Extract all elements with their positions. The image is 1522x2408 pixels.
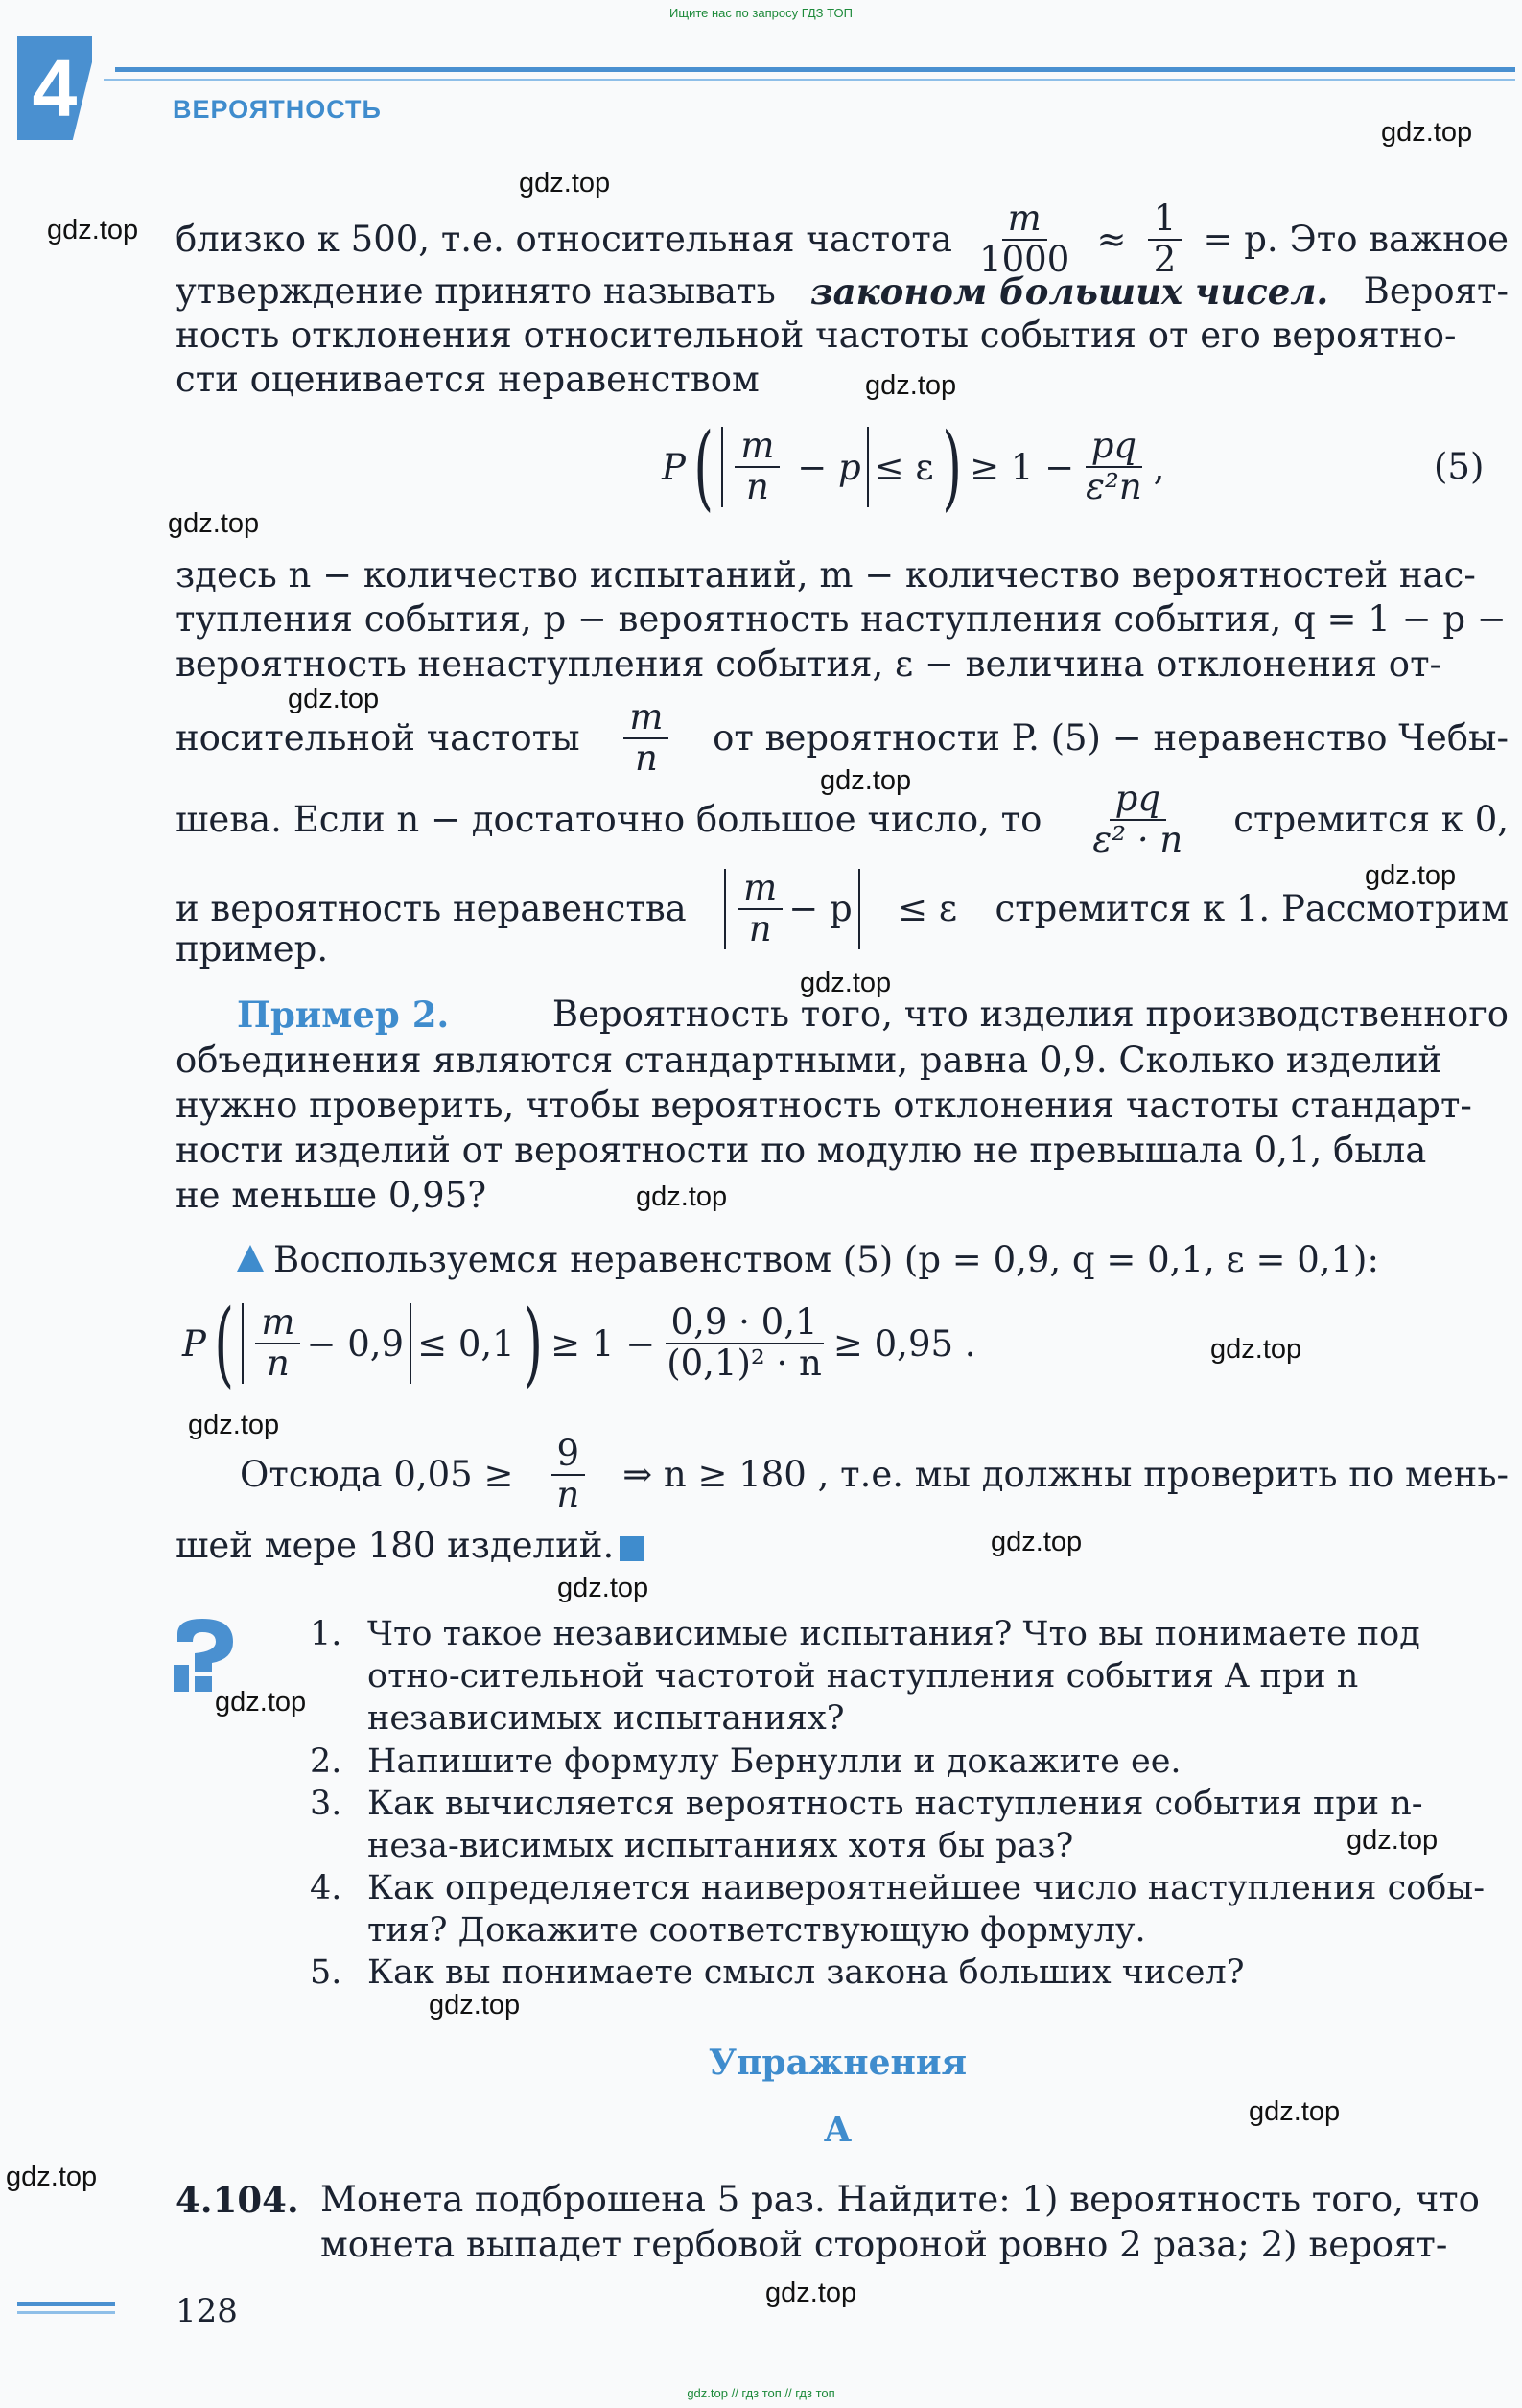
approx-sign: ≈ [1096,219,1127,260]
question-number: 2. [310,1742,342,1781]
denominator: (0,1)² · n [667,1343,822,1384]
text-fragment: утверждение принято называть [176,270,776,312]
watermark: gdz.top [1346,1825,1439,1856]
question-number: 1. [310,1615,342,1653]
text-fragment: от вероятности P. (5) − неравенство Чебы- [713,717,1509,759]
header-rule [115,67,1515,72]
question-text: Как определяется наивероятнейшее число наступления собы-тия? Докажите соответствующую формулу. [367,1869,1486,1950]
numerator: pq [1114,778,1161,820]
watermark: gdz.top [1381,117,1473,148]
fraction-pq-over-e2n [1087,780,1188,859]
le-eps: ≤ ε [898,888,958,929]
prob-symbol: P [182,1322,206,1365]
page-number: 128 [176,2292,238,2330]
text-fragment: ⇒ n ≥ 180 , т.е. мы должны проверить по мень- [622,1454,1509,1495]
watermark: gdz.top [1249,2096,1341,2127]
question-number: 4. [310,1869,342,1907]
text-fragment: Вероят- [1363,270,1509,312]
comma: , [1153,446,1165,488]
numerator: m [743,867,778,909]
solution-line-2 [240,1429,1509,1521]
bottom-note: gdz.top // гдз топ // гдз топ [687,2386,835,2400]
watermark: gdz.top [636,1181,728,1212]
question-number: 3. [310,1785,342,1823]
example-line-1 [237,994,1509,1036]
text-fragment: Отсюда 0,05 ≥ [240,1454,514,1495]
fraction-9-over-n [550,1435,585,1514]
denominator: n [634,737,658,779]
text-line-5: здесь n − количество испытаний, m − количество вероятностей нас- [176,554,1476,596]
numerator: 1 [1148,199,1182,241]
watermark: gdz.top [215,1687,307,1718]
text-line-9 [176,777,1509,863]
exercises-title: Упражнения [708,2043,968,2083]
fraction-m-over-n [623,698,668,778]
example-line-4: ности изделий от вероятности по модулю не превышала 0,1, была [176,1130,1427,1171]
example-line-3: нужно проверить, чтобы вероятность отклонения частоты стандарт- [176,1085,1472,1126]
chapter-title: ВЕРОЯТНОСТЬ [173,95,382,124]
abs-value [242,1303,411,1383]
text-fragment: шева. Если n − достаточно большое число, то [176,799,1042,840]
ge-one-minus: ≥ 1 − [970,446,1075,488]
denominator: ε²n [1086,466,1142,507]
watermark: gdz.top [6,2162,98,2192]
watermark: gdz.top [168,508,260,539]
denominator: ε² · n [1092,819,1183,860]
example-label: Пример 2. [237,994,450,1036]
watermark: gdz.top [865,370,957,401]
denominator: 2 [1153,239,1177,280]
question-mark-icon [174,1617,241,1694]
solution-line-1 [237,1239,1509,1281]
watermark: gdz.top [47,215,139,245]
numerator: 9 [551,1435,586,1476]
denominator: n [748,908,772,949]
numerator: 0,9 · 0,1 [666,1303,824,1344]
ge-value: ≥ 0,95 . [832,1322,976,1365]
footer-rule [17,2302,115,2306]
ge-one-minus: ≥ 1 − [550,1322,656,1365]
exercises-level: A [824,2110,852,2150]
term-law-of-large-numbers: законом больших чисел. [810,270,1329,313]
question-text: Как вычисляется вероятность наступления события при n-неза-висимых испытаниях хотя бы раз? [367,1785,1423,1865]
text-fragment: = p. Это важное [1203,219,1509,260]
watermark: gdz.top [800,968,892,998]
paren-close: ) [942,413,962,521]
formula-chebyshev [662,414,1164,520]
numerator: m [629,696,664,738]
numerator: m [1007,198,1042,240]
exercise-line-2: монета выпадет гербовой стороной ровно 2 раза; 2) вероят- [320,2224,1448,2265]
le-value: ≤ 0,1 [417,1322,515,1365]
prob-symbol: P [662,446,686,488]
text-line-7: вероятность ненаступления события, ε − величина отклонения от- [176,643,1442,685]
paren-close: ) [523,1290,543,1397]
watermark: gdz.top [429,1990,521,2021]
header-rule-thin [104,79,1515,81]
question-text: Напишите формулу Бернулли и докажите ее. [367,1742,1182,1781]
text-line-6: тупления события, p − вероятность наступления события, q = 1 − p − [176,598,1507,640]
watermark: gdz.top [288,684,380,714]
watermark: gdz.top [765,2278,857,2308]
watermark: gdz.top [519,168,611,199]
text-fragment: стремится к 0, [1233,799,1509,840]
paren-open: ( [693,413,714,521]
fraction [255,1303,300,1383]
text-fragment: и вероятность неравенства [176,888,687,929]
top-note: Ищите нас по запросу ГДЗ ТОП [669,6,853,20]
minus-p: − p [788,888,853,929]
formula-number: (5) [1434,446,1485,487]
triangle-marker-icon [237,1245,264,1272]
fraction-1-over-2 [1148,199,1182,279]
denominator: 1000 [979,239,1070,280]
fraction-pq [1080,427,1148,506]
text-line-8 [176,695,1509,782]
paren-open: ( [214,1290,234,1397]
le-eps: ≤ ε [874,446,934,488]
watermark: gdz.top [188,1410,280,1440]
numerator: pq [1090,425,1137,467]
numerator: m [261,1301,295,1344]
fraction [735,427,780,506]
numerator: m [740,425,775,467]
denominator: n [745,466,769,507]
watermark: gdz.top [1365,860,1457,891]
text-fragment: стремится к 1. Рассмотрим [995,888,1509,929]
watermark: gdz.top [820,765,912,796]
denominator: n [266,1343,290,1384]
footer-rule-thin [17,2311,115,2314]
example-line-2: объединения являются стандартными, равна 0,9. Сколько изделий [176,1040,1442,1081]
question-text: Что такое независимые испытания? Что вы понимаете под отно-сительной частотой наступления события A при n независимых испытаниях? [367,1615,1420,1738]
text-fragment: Вероятность того, что изделия производственного [551,994,1509,1035]
text-fragment: близко к 500, т.е. относительная частота [176,219,952,260]
text-fragment: шей мере 180 изделий. [176,1525,615,1566]
question-1 [310,1613,1509,1738]
abs-value: $\frac{m}{n}$ − p [721,427,868,506]
watermark: gdz.top [991,1527,1083,1557]
text-fragment: Воспользуемся неравенством (5) (p = 0,9, q = 0,1, ε = 0,1): [273,1239,1379,1280]
end-of-proof-icon [620,1536,644,1561]
fraction-m-over-1000 [973,199,1075,279]
text-line-2 [176,270,1509,313]
fraction [661,1303,828,1383]
text-line-3: ность отклонения относительной частоты события от его вероятно- [176,315,1457,356]
chapter-number: 4 [17,36,92,140]
question-number: 5. [310,1953,342,1992]
denominator: n [556,1474,580,1515]
formula-example [182,1291,976,1396]
text-line-4: сти оценивается неравенством [176,359,760,400]
question-text: Как вы понимаете смысл закона больших чисел? [367,1953,1245,1992]
minus-value: − 0,9 [306,1322,405,1365]
text-fragment: носительной частоты [176,717,580,759]
exercise-number: 4.104. [176,2179,299,2221]
example-line-5: не меньше 0,95? [176,1175,487,1216]
text-line-11: пример. [176,928,329,970]
watermark: gdz.top [1210,1334,1302,1365]
p-symbol: p [837,446,861,488]
watermark: gdz.top [557,1573,649,1603]
solution-line-3 [176,1525,1509,1567]
exercise-line-1: Монета подброшена 5 раз. Найдите: 1) вероятность того, что [320,2179,1480,2220]
